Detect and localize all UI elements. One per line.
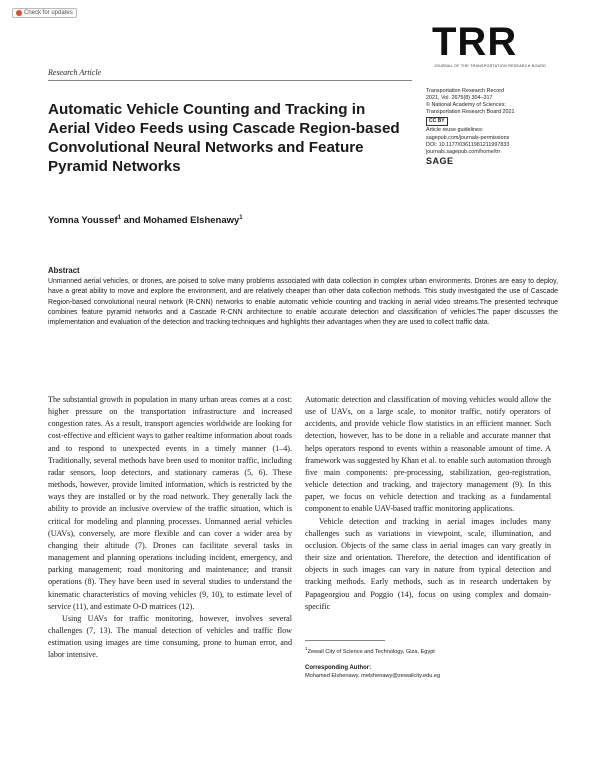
body-column-right xyxy=(305,394,551,613)
article-title: Automatic Vehicle Counting and Tracking in Aerial Video Feeds using Cascade Region-based Convolutional Neural Networks and Feature Pyramid Networks xyxy=(48,101,400,175)
abstract-text: Unmanned aerial vehicles, or drones, are poised to solve many problems associated with data collection in complex urban environments. Drones are easy to deploy, have a great ability to move and explore the environment, and are relatively cheaper than other data collection methods. This study investigated the use of Cascade Region-based convolutional neural network (R-CNN) networks to enable automatic vehicle counting and tracking in aerial video streams.The presented technique combines feature pyramid networks and a Cascade R-CNN architecture to enable accurate detection and classification of vehicles.The paper discusses the implementation and evaluation of the detection and tracking techniques and highlights their advantages when they are used to collect traffic data. xyxy=(48,278,558,327)
license-badge[interactable]: CC BY xyxy=(426,117,448,126)
meta-line: 2021, Vol. 2675(8) 304–317 xyxy=(426,95,493,102)
journal-logo-subtitle: JOURNAL OF THE TRANSPORTATION RESEARCH BOARD xyxy=(434,64,547,68)
meta-line: Transportation Research Board 2021 xyxy=(426,109,515,116)
footnote-marker: 1 xyxy=(305,646,308,651)
journal-home-link[interactable]: journals.sagepub.com/home/trr xyxy=(426,148,501,155)
corresponding-email[interactable]: Mohamed Elshenawy, melshenawy@zewailcity.edu.eg xyxy=(305,673,441,679)
corresponding-author xyxy=(305,664,555,680)
body-column-left xyxy=(48,394,292,661)
badge-label: Check for updates xyxy=(24,10,73,16)
reuse-line: Article reuse guidelines: xyxy=(426,127,484,134)
meta-line: Transportation Research Record xyxy=(426,88,505,94)
author-list xyxy=(48,215,243,226)
affiliation-text: Zewail City of Science and Technology, Giza, Egypt xyxy=(307,648,435,655)
footnote-divider xyxy=(305,640,385,641)
doi-link[interactable]: DOI: 10.1177/03611981211997833 xyxy=(426,141,510,148)
affiliation-footnote xyxy=(305,645,555,656)
meta-line: © National Academy of Sciences: xyxy=(426,102,506,109)
body-paragraph: The substantial growth in population in many urban areas comes at a cost: higher pressure on the transportation infrastructure and increased congestion rates. As a result, transport agencies worldwide are looking for cost-effective and efficient ways to gather realtime information about roads and to respond to unexpected events in a timely manner (1–4). Traditionally, several methods have been used to monitor traffic, including radar sensors, loop detectors, and stationary cameras (5, 6). These methods, however, provide limited information, which is restricted by the ways they are installed or by the road network. They generally lack the ability to provide an inclusive overview of the traffic situation, which is critical for modeling and planning processes. Unmanned aerial vehicles (UAVs), conversely, are more flexible and can cover a wider area by changing their altitude (7). Drones can facilitate several tasks in management and planning operations including incident, emergency, and parking management; road monitoring and maintenance; and transit operations (8). They have been used in several studies to understand the kinematic characteristics of moving vehicles (9, 10), to estimate level of service (11), and estimate O-D matrices (12). xyxy=(48,395,292,611)
update-icon xyxy=(16,10,22,16)
body-paragraph: Using UAVs for traffic monitoring, however, involves several challenges (7, 13). The manual detection of vehicles and traffic flow estimation using images are time consuming, prone to human error, and labor intensive. xyxy=(48,613,292,660)
abstract-heading: Abstract xyxy=(48,266,80,275)
author-name: Yomna Youssef xyxy=(48,215,118,227)
author-name: Mohamed Elshenawy xyxy=(143,215,240,227)
journal-logo: TRR xyxy=(432,20,518,64)
publisher-logo: SAGE xyxy=(426,155,454,166)
journal-metadata xyxy=(426,88,586,165)
affiliation-marker: 1 xyxy=(239,215,243,221)
affiliation-marker: 1 xyxy=(117,215,122,221)
body-paragraph: Vehicle detection and tracking in aerial images includes many challenges such as variations in viewpoint, scale, illumination, and occlusion. Objects of the same class in aerial images can vary greatly in their size and orientation. Therefore, the detection and identification of objects in such images can vary in nature from typical detection and tracking methods. Early methods, such as in research undertaken by Papageorgiou and Poggio (14), focus on using complex and domain-specific xyxy=(305,516,551,611)
reuse-link[interactable]: sagepub.com/journals-permissions xyxy=(426,134,510,141)
author-conjunction: and xyxy=(121,215,144,227)
check-for-updates-badge[interactable] xyxy=(12,8,77,18)
header-divider xyxy=(48,80,412,81)
article-type: Research Article xyxy=(48,68,102,77)
body-paragraph: Automatic detection and classification of moving vehicles would allow the use of UAVs, on a large scale, to monitor traffic, notify operators of accidents, and provide vehicle flow statistics in an efficient manner. Such detection, however, has to be done in a reliable and accurate manner that helps operators respond to events within a reasonable amount of time. A framework was suggested by Khan et al. to enable such automation through five main components: pre-processing, stabilization, geo-registration, vehicle detection and tracking, and trajectory management (9). In this paper, we focus on vehicle detection and tracking as a fundamental component to enable UAV-based traffic monitoring applications. xyxy=(305,395,551,514)
corresponding-heading: Corresponding Author: xyxy=(305,665,372,671)
